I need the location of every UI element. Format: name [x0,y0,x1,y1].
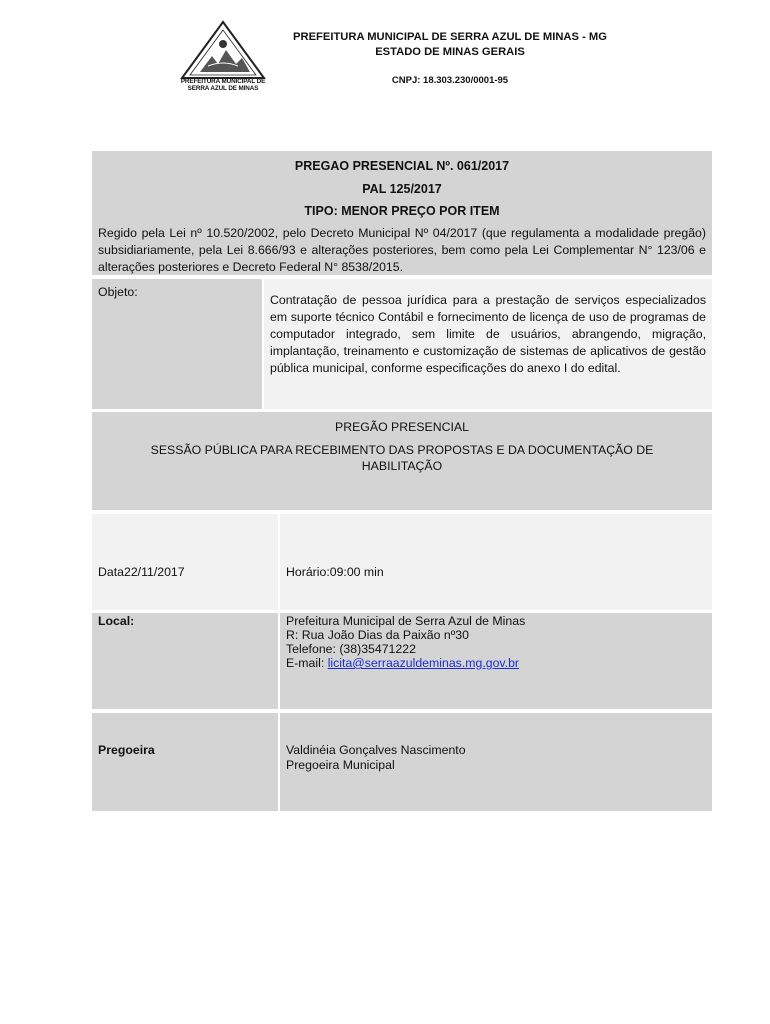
date-value: Data22/11/2017 [98,565,185,579]
document-header [0,0,770,110]
local-address-name: Prefeitura Municipal de Serra Azul de Minas [286,614,526,628]
logo-caption: PREFEITURA MUNICIPAL DE SERRA AZUL DE MINAS [180,78,266,92]
legal-basis-paragraph: Regido pela Lei nº 10.520/2002, pelo Decreto Municipal Nº 04/2017 (que regulamenta a modalidade pregão) subsidiariamente, pela Lei 8.666/93 e alterações posteriores, bem como pela Lei Complementar N° 123/06 e alterações posteriores e Decreto Federal N° 8538/2015. [98,226,706,274]
header-cnpj: CNPJ: 18.303.230/0001-95 [391,75,509,86]
pal-number: PAL 125/2017 [362,182,442,196]
local-email-line [286,656,519,670]
local-details-cell [280,613,712,709]
objeto-label-cell [92,279,262,409]
objeto-text: Contratação de pessoa jurídica para a prestação de serviços especializados em suporte técnico Contábil e fornecimento de licença de uso de programas de computador integrado, sem limite de usuários, abrangendo, migração, implantação, treinamento e customização de sistemas de aplicativos de gestão pública municipal, conforme especificações do anexo I do edital. [270,293,706,375]
objeto-text-cell [264,279,712,409]
objeto-label: Objeto: [98,285,138,299]
session-heading: PREGÃO PRESENCIAL [335,420,469,434]
local-label: Local: [98,614,135,628]
intro-section [92,151,712,275]
header-subtitle: ESTADO DE MINAS GERAIS [375,46,525,58]
header-title: PREFEITURA MUNICIPAL DE SERRA AZUL DE MINAS - MG [293,31,607,43]
pregoeira-details-cell [280,713,712,811]
email-link[interactable]: licita@serraazuldeminas.mg.gov.br [327,656,520,670]
local-street: R: Rua João Dias da Paixão nº30 [286,628,469,642]
pregao-number: PREGAO PRESENCIAL Nº. 061/2017 [294,159,510,173]
email-label: E-mail: [286,656,328,670]
tipo-label: TIPO: MENOR PREÇO POR ITEM [304,204,500,218]
time-value: Horário:09:00 min [286,565,384,579]
date-cell [92,514,278,610]
local-label-cell [92,613,278,709]
pregoeira-name: Valdinéia Gonçalves Nascimento [286,743,466,757]
pregoeira-label-cell [92,713,278,811]
local-phone: Telefone: (38)35471222 [286,642,416,656]
pregoeira-role: Pregoeira Municipal [286,758,395,772]
pregoeira-label: Pregoeira [98,743,155,757]
session-description: SESSÃO PÚBLICA PARA RECEBIMENTO DAS PROPOSTAS E DA DOCUMENTAÇÃO DE HABILITAÇÃO [150,443,654,473]
session-section [92,412,712,510]
time-cell [280,514,712,610]
